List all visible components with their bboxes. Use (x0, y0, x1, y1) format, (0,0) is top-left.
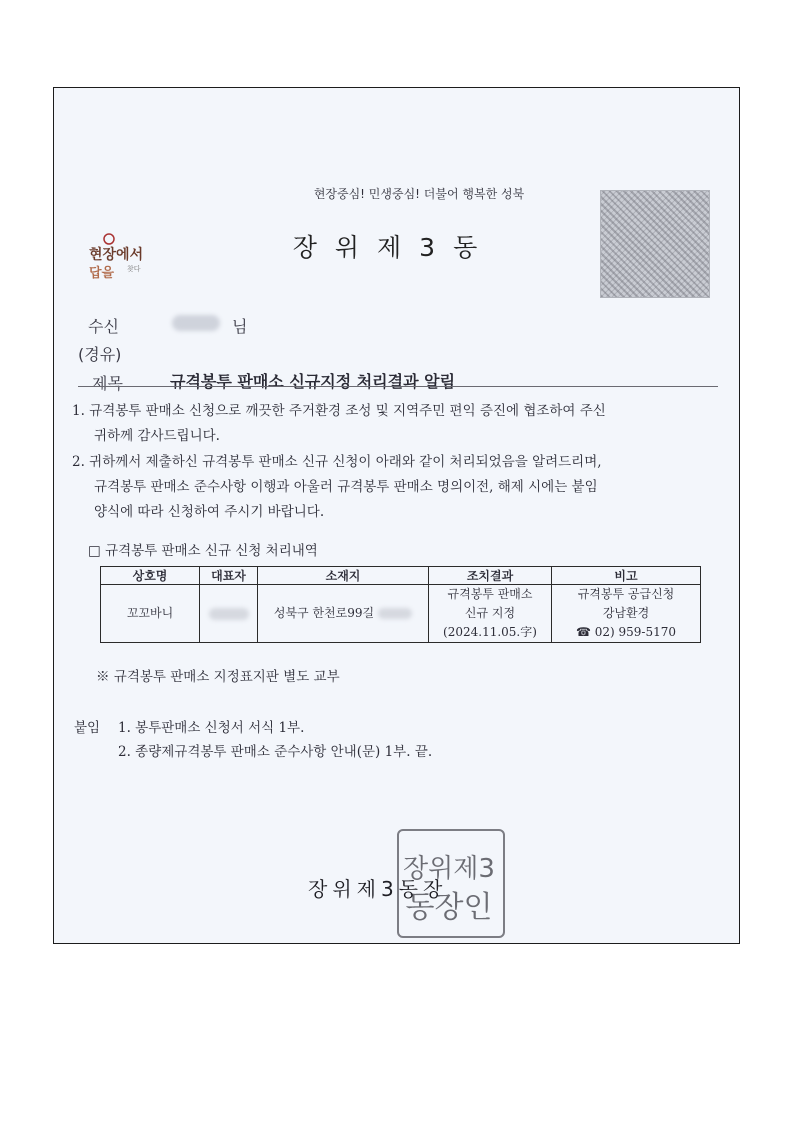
header-representative: 대표자 (200, 567, 258, 585)
paragraph-1-line-2: 귀하께 감사드립니다. (94, 428, 220, 444)
attachment-item-1: 1. 봉투판매소 신청서 서식 1부. (118, 720, 305, 736)
note-line-2: 강남환경 (602, 606, 650, 620)
recipient-name-redacted (172, 315, 220, 331)
header-address: 소재지 (258, 567, 429, 585)
cell-representative (200, 585, 258, 643)
attachment-label: 붙임 (74, 720, 101, 736)
cell-note (552, 585, 701, 643)
paragraph-1-line-1: 1. 규격봉투 판매소 신청으로 깨끗한 주거환경 조성 및 지역주민 편익 증진에 협조하여 주신 (72, 403, 606, 419)
svg-text:답을: 답을 (89, 266, 115, 281)
representative-redacted (209, 608, 249, 620)
qr-code (600, 190, 710, 298)
via-label: (경유) (78, 345, 122, 364)
cell-address (258, 585, 429, 643)
svg-text:찾다: 찾다 (127, 265, 141, 273)
district-logo (87, 231, 167, 281)
table-row (101, 585, 701, 643)
note-line-1: 규격봉투 공급신청 (577, 587, 675, 601)
header-store: 상호명 (101, 567, 200, 585)
table-header-row (101, 567, 701, 585)
paragraph-2-line-3: 양식에 따라 신청하여 주시기 바랍니다. (94, 504, 325, 520)
paragraph-1 (72, 399, 712, 449)
header-result: 조치결과 (429, 567, 552, 585)
subject-label: 제목 (92, 374, 123, 393)
result-line-1: 규격봉투 판매소 (447, 587, 533, 601)
attachment-item-2: 2. 종량제규격봉투 판매소 준수사항 안내(문) 1부. 끝. (118, 744, 433, 760)
cell-store: 꼬꼬바니 (101, 585, 200, 643)
address-text: 성북구 한천로99길 (273, 606, 375, 620)
svg-text:현장에서: 현장에서 (89, 247, 144, 263)
processing-table (100, 566, 701, 643)
signer-title: 장위제3동장 (308, 877, 448, 901)
table-title: □ 규격봉투 판매소 신규 신청 처리내역 (88, 543, 318, 559)
seal-line-2: 동장인 (405, 890, 493, 925)
header-note: 비고 (552, 567, 701, 585)
organization-title: 장위제3동 (292, 233, 496, 262)
signboard-notice: ※ 규격봉투 판매소 지정표지판 별도 교부 (96, 669, 340, 685)
note-line-3: ☎ 02) 959-5170 (575, 625, 677, 639)
subject-text: 규격봉투 판매소 신규지정 처리결과 알림 (170, 372, 456, 391)
paragraph-2-line-1: 2. 귀하께서 제출하신 규격봉투 판매소 신규 신청이 아래와 같이 처리되었음을 알려드리며, (72, 454, 602, 470)
recipient-suffix: 님 (232, 317, 248, 336)
recipient-label: 수신 (88, 317, 119, 336)
address-redacted (378, 608, 412, 619)
paragraph-2 (72, 450, 712, 525)
paragraph-2-line-2: 규격봉투 판매소 준수사항 이행과 아울러 규격봉투 판매소 명의이전, 해제 시에는 붙임 (94, 479, 598, 495)
result-line-3: (2024.11.05.字) (443, 625, 537, 639)
document-page (53, 87, 740, 944)
slogan: 현장중심! 민생중심! 더불어 행복한 성북 (313, 187, 525, 201)
cell-result (429, 585, 552, 643)
result-line-2: 신규 지정 (464, 606, 516, 620)
subject-underline (78, 386, 718, 387)
seal-line-1: 장위제3 (403, 854, 495, 884)
